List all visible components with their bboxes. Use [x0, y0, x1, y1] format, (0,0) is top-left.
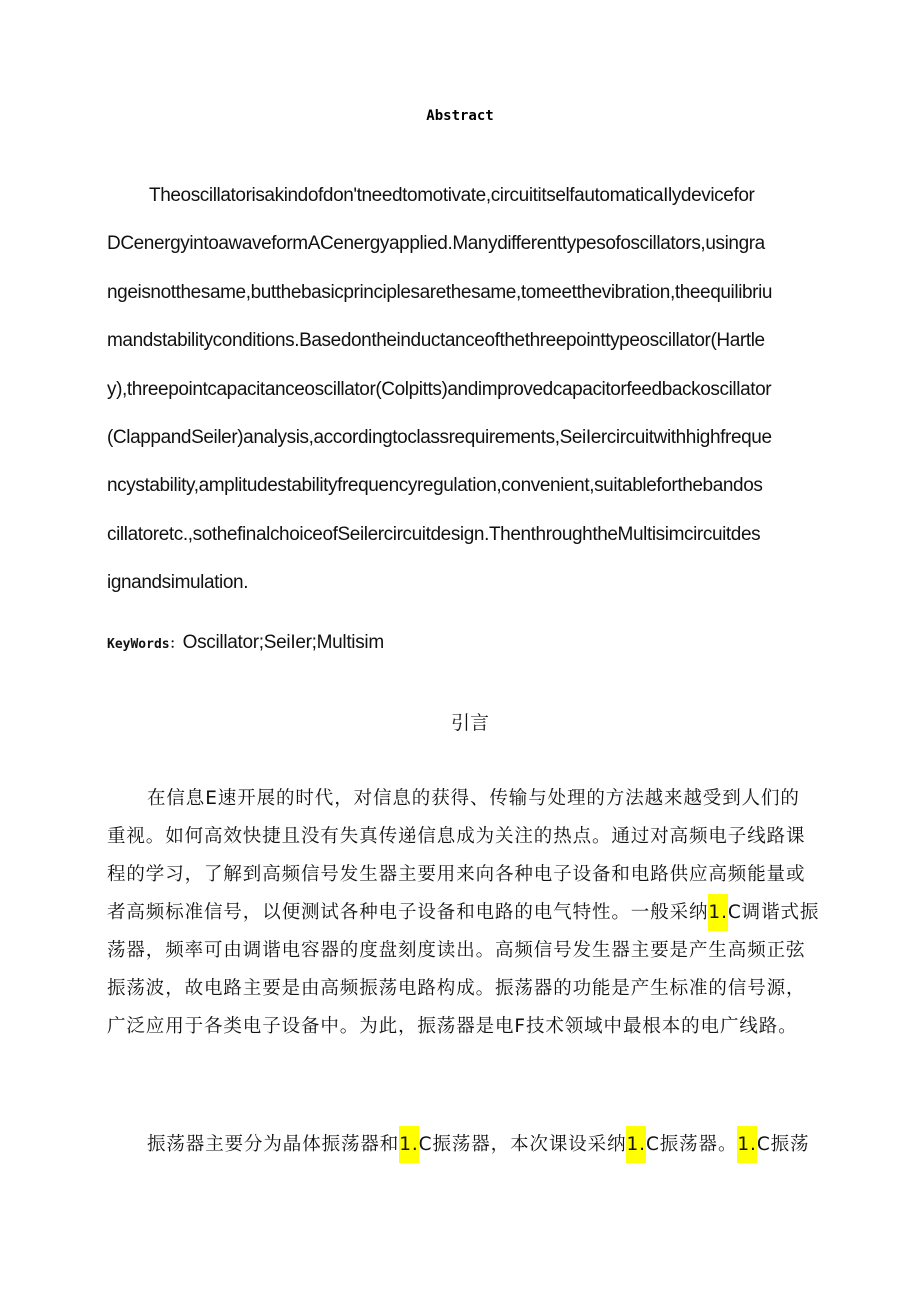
paragraph-line: 振荡波，故电路主要是由高频振荡电路构成。振荡器的功能是产生标准的信号源，	[107, 978, 806, 999]
paragraph-line: 程的学习，了解到高频信号发生器主要用来向各种电子设备和电路供应高频能量或	[107, 864, 806, 885]
paragraph-line: 在信息E速开展的时代，对信息的获得、传输与处理的方法越来越受到人们的	[147, 788, 800, 809]
abstract-heading: Abstract	[426, 108, 494, 124]
text-segment: C振荡器。	[645, 1134, 738, 1155]
text-segment: 者高频标准信号，以便测试各种电子设备和电路的电气特性。一般采纳	[107, 902, 709, 923]
introduction-heading: 引言	[450, 712, 489, 734]
abstract-line: DCenergyintoawaveformACenergyapplied.Manydifferenttypesofoscillators,usingra	[107, 233, 765, 255]
keywords-label: KeyWords：	[107, 637, 183, 652]
abstract-line: ignandsimulation.	[107, 572, 249, 594]
abstract-line: ncystability,amplitudestabilityfrequencyregulation,convenient,suitableforthebandos	[107, 475, 763, 497]
highlighted-text: 1.	[737, 1126, 756, 1163]
abstract-line: (ClappandSeiler)analysis,accordingtoclassrequirements,SeiIercircuitwithhighfreque	[107, 426, 772, 448]
keywords-text: Oscillator;SeiIer;Multisim	[182, 632, 384, 653]
abstract-line: Theoscillatorisakindofdon'tneedtomotivate,circuititselfautomaticaIlydevicefor	[149, 185, 755, 206]
introduction-paragraph-2	[107, 1126, 847, 1164]
highlighted-text: 1.	[626, 1126, 645, 1163]
paragraph-line: 广泛应用于各类电子设备中。为此，振荡器是电F技术领域中最根本的电广线路。	[107, 1016, 798, 1037]
abstract-line: ngeisnotthesame,butthebasicprinciplesarethesame,tomeetthevibration,theequilibriu	[107, 281, 773, 303]
introduction-paragraph-1	[107, 780, 847, 1046]
paragraph-line	[107, 1126, 847, 1164]
text-segment: 振荡器主要分为晶体振荡器和	[147, 1134, 400, 1155]
paragraph-line	[107, 894, 847, 932]
text-segment: C振荡	[756, 1134, 810, 1155]
highlighted-text: 1.	[708, 894, 727, 931]
text-segment: C调谐式振	[727, 902, 820, 923]
abstract-paragraph	[107, 172, 847, 608]
paragraph-line: 荡器，频率可由调谐电容器的度盘刻度读出。高频信号发生器主要是产生高频正弦	[107, 940, 806, 961]
abstract-line: mandstabilityconditions.Basedontheinductanceofthethreepointtypeoscillator(Hartle	[107, 330, 765, 352]
highlighted-text: 1.	[399, 1126, 418, 1163]
abstract-line: y),threepointcapacitanceoscillator(Colpitts)andimprovedcapacitorfeedbackoscillator	[107, 378, 772, 400]
paragraph-line: 重视。如何高效快捷且没有失真传递信息成为关注的热点。通过对高频电子线路课	[107, 826, 806, 847]
keywords-line	[107, 632, 384, 654]
text-segment: C振荡器，本次课设采纳	[418, 1134, 627, 1155]
abstract-line: cillatoretc.,sothefinalchoiceofSeilercircuitdesign.ThenthroughtheMultisimcircuitdes	[107, 523, 761, 545]
